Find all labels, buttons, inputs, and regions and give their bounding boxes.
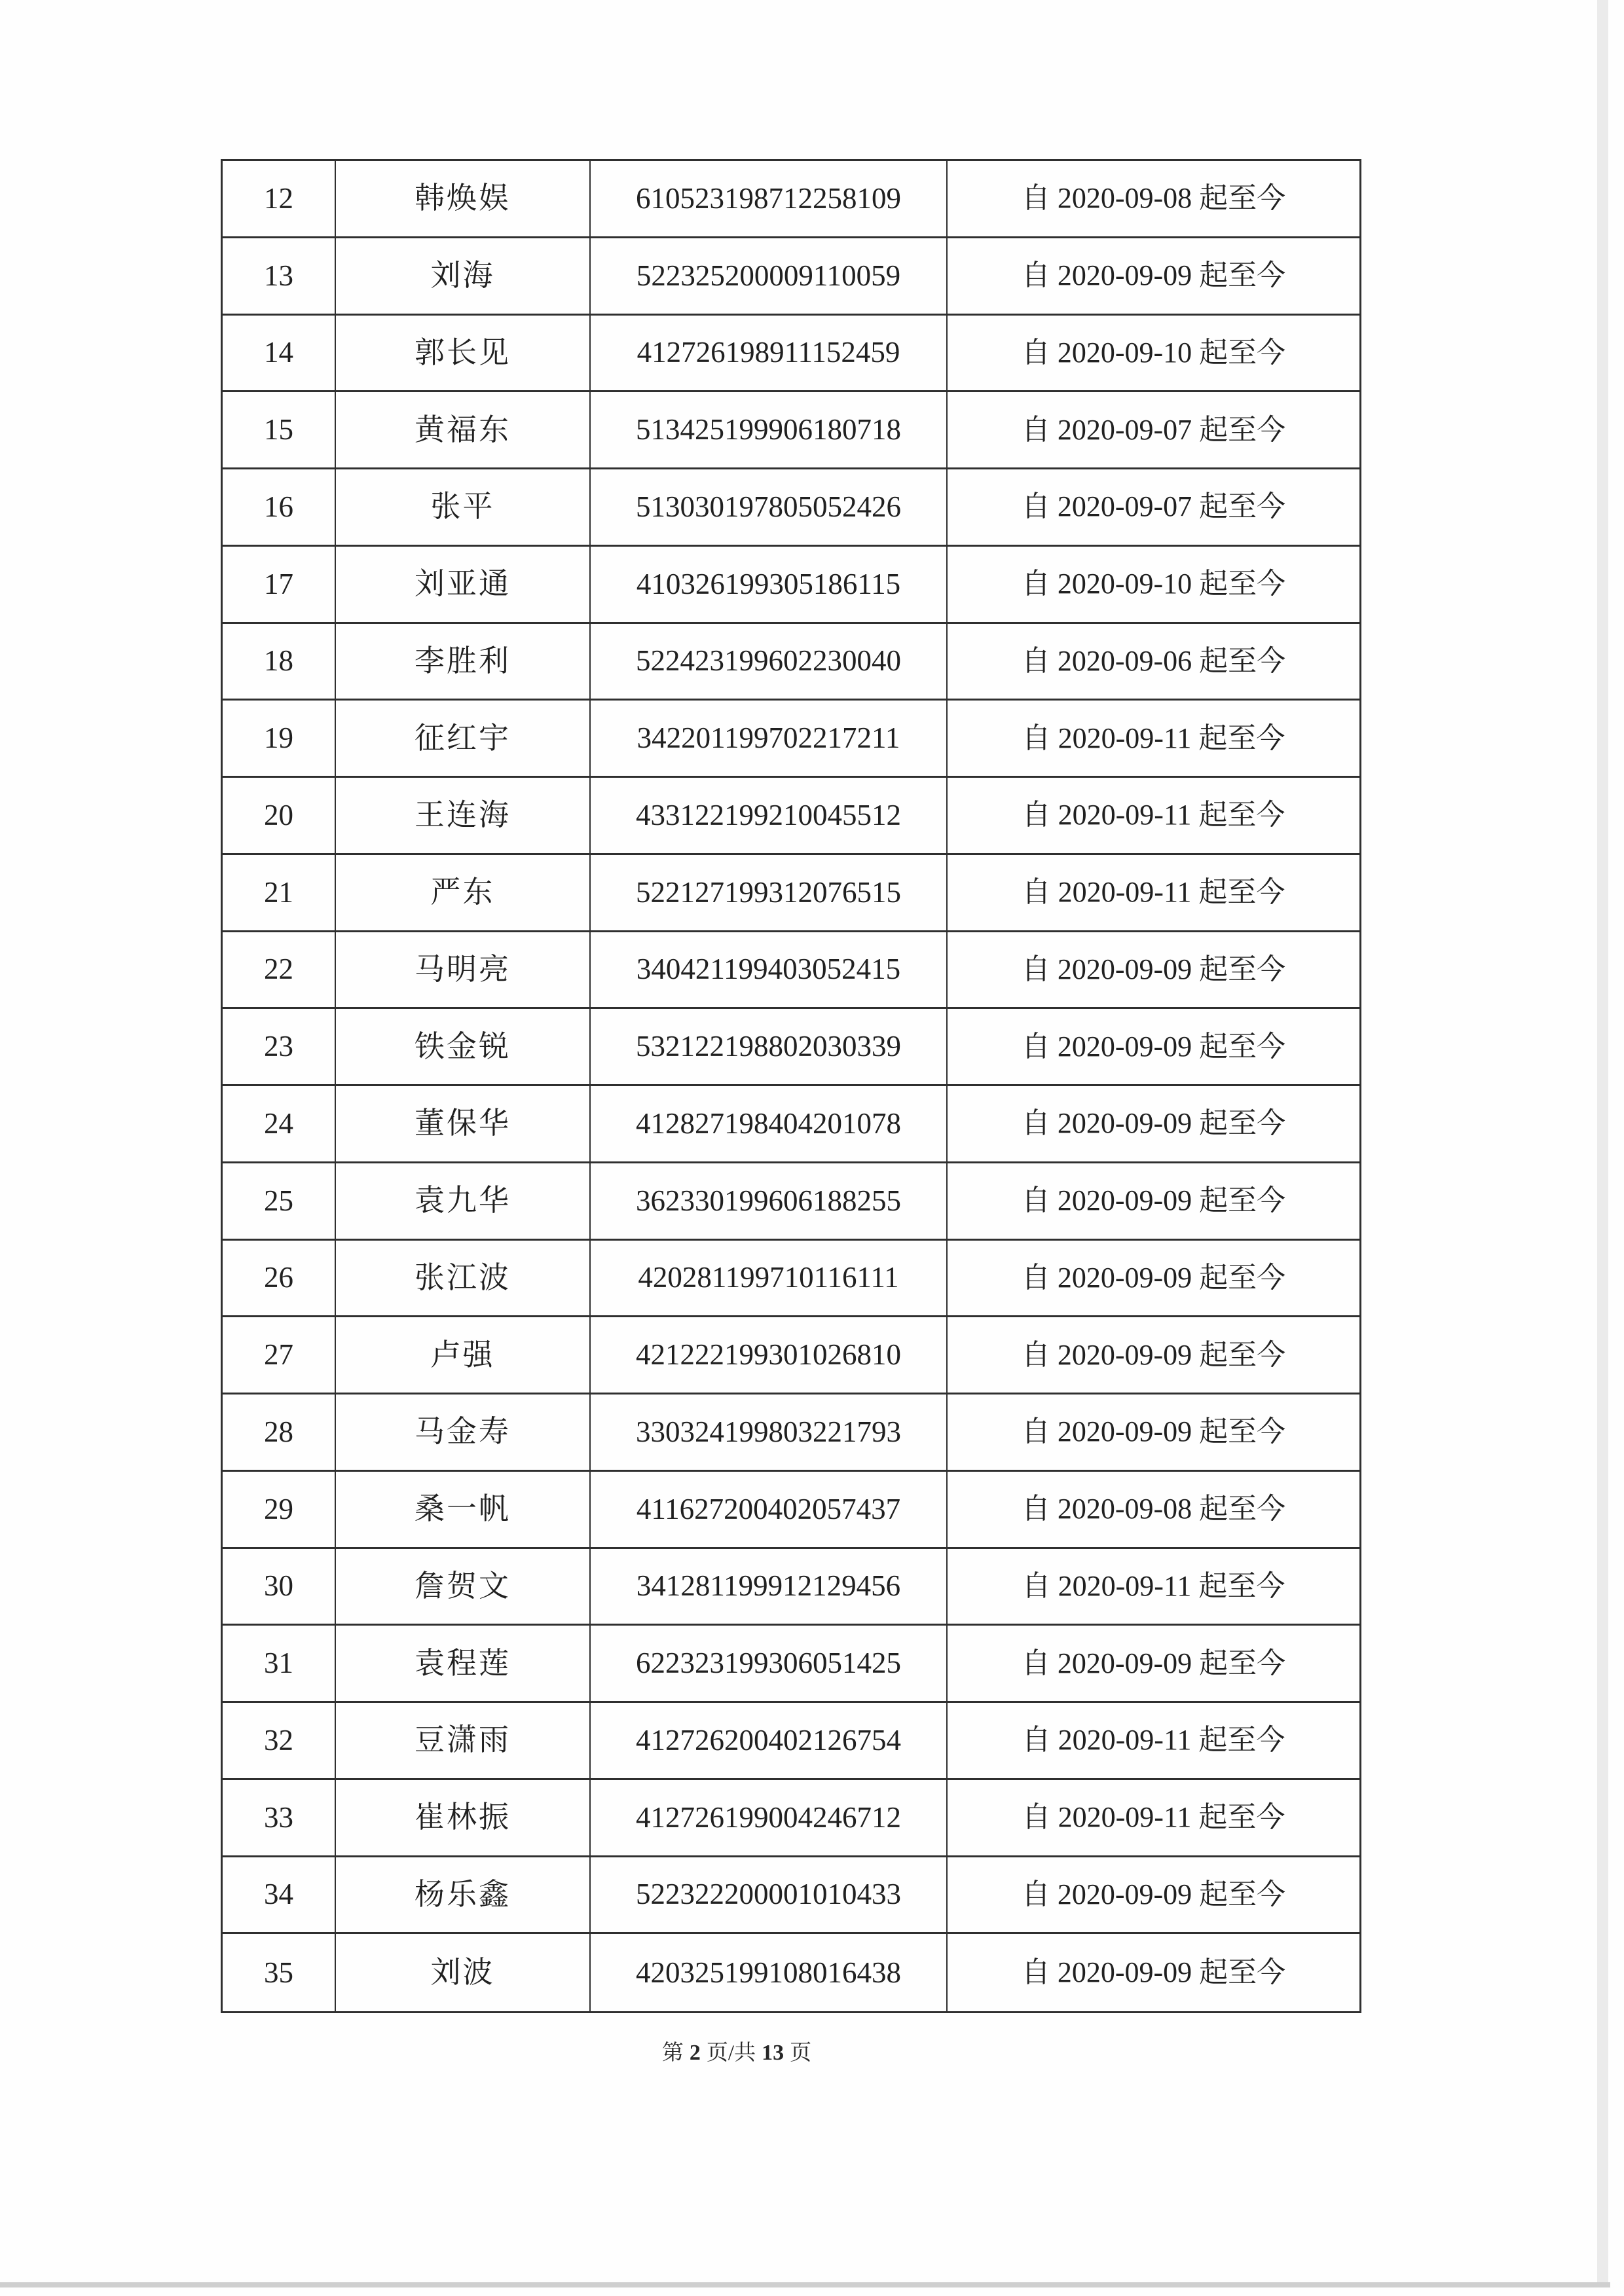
validity-period-cell: 自 2020-09-09 起至今 [1021, 1956, 1286, 1989]
table-row [223, 624, 1359, 701]
row-number-cell: 25 [223, 1163, 336, 1239]
validity-period-cell: 自 2020-09-07 起至今 [1021, 490, 1286, 523]
name-cell: 桑一帆 [336, 1472, 591, 1547]
id-number-cell: 420281199710116111 [591, 1241, 948, 1316]
row-number-cell: 30 [223, 1549, 336, 1624]
name-cell: 袁程莲 [336, 1626, 591, 1701]
table-row [223, 1934, 1359, 2011]
row-number-cell: 15 [223, 392, 336, 467]
table-row [223, 701, 1359, 778]
id-number-cell: 532122198802030339 [591, 1009, 948, 1084]
roster-table [221, 159, 1361, 2013]
id-number-cell: 412726200402126754 [591, 1703, 948, 1778]
id-number-cell: 340421199403052415 [591, 932, 948, 1008]
table-row [223, 1086, 1359, 1163]
table-row [223, 1549, 1359, 1626]
id-number-cell: 411627200402057437 [591, 1472, 948, 1547]
row-number-cell: 17 [223, 547, 336, 622]
row-number-cell: 20 [223, 778, 336, 853]
footer-prefix: 第 [661, 2041, 684, 2065]
id-number-cell: 412827198404201078 [591, 1086, 948, 1161]
name-cell: 李胜利 [336, 624, 591, 699]
validity-period-cell: 自 2020-09-09 起至今 [1021, 1415, 1286, 1448]
name-cell: 董保华 [336, 1086, 591, 1161]
validity-period-cell: 自 2020-09-08 起至今 [1021, 182, 1286, 215]
id-number-cell: 610523198712258109 [591, 161, 948, 236]
table-row [223, 1703, 1359, 1780]
id-number-cell: 341281199912129456 [591, 1549, 948, 1624]
row-number-cell: 32 [223, 1703, 336, 1778]
validity-period-cell: 自 2020-09-11 起至今 [1022, 1801, 1285, 1834]
validity-period-cell: 自 2020-09-11 起至今 [1022, 721, 1285, 754]
name-cell: 征红宇 [336, 701, 591, 776]
table-row [223, 1472, 1359, 1549]
id-number-cell: 420325199108016438 [591, 1934, 948, 2011]
name-cell: 张平 [336, 469, 591, 545]
id-number-cell: 522325200009110059 [591, 238, 948, 314]
footer-suffix: 页 [790, 2041, 812, 2065]
id-number-cell: 412726199004246712 [591, 1780, 948, 1855]
table-row [223, 316, 1359, 393]
table-row [223, 1163, 1359, 1241]
row-number-cell: 33 [223, 1780, 336, 1855]
validity-period-cell: 自 2020-09-08 起至今 [1021, 1493, 1286, 1525]
footer-page-number: 2 [689, 2041, 701, 2065]
name-cell: 铁金锐 [336, 1009, 591, 1084]
name-cell: 崔林振 [336, 1780, 591, 1855]
name-cell: 刘海 [336, 238, 591, 314]
validity-period-cell: 自 2020-09-11 起至今 [1022, 1724, 1285, 1757]
name-cell: 马金寿 [336, 1394, 591, 1470]
row-number-cell: 18 [223, 624, 336, 699]
validity-period-cell: 自 2020-09-11 起至今 [1022, 799, 1285, 831]
validity-period-cell: 自 2020-09-11 起至今 [1022, 876, 1285, 909]
row-number-cell: 31 [223, 1626, 336, 1701]
table-row [223, 392, 1359, 469]
table-row [223, 778, 1359, 855]
validity-period-cell: 自 2020-09-09 起至今 [1021, 1878, 1286, 1910]
name-cell: 韩焕娱 [336, 161, 591, 236]
id-number-cell: 513030197805052426 [591, 469, 948, 545]
table-row [223, 238, 1359, 316]
validity-period-cell: 自 2020-09-06 起至今 [1021, 644, 1286, 677]
name-cell: 豆潇雨 [336, 1703, 591, 1778]
row-number-cell: 28 [223, 1394, 336, 1470]
table-row [223, 855, 1359, 932]
name-cell: 郭长见 [336, 316, 591, 391]
row-number-cell: 34 [223, 1857, 336, 1933]
validity-period-cell: 自 2020-09-09 起至今 [1021, 1107, 1286, 1140]
table-row [223, 1009, 1359, 1086]
row-number-cell: 14 [223, 316, 336, 391]
id-number-cell: 412726198911152459 [591, 316, 948, 391]
id-number-cell: 362330199606188255 [591, 1163, 948, 1239]
row-number-cell: 23 [223, 1009, 336, 1084]
name-cell: 袁九华 [336, 1163, 591, 1239]
table-row [223, 1857, 1359, 1935]
validity-period-cell: 自 2020-09-09 起至今 [1021, 1338, 1286, 1371]
id-number-cell: 433122199210045512 [591, 778, 948, 853]
row-number-cell: 27 [223, 1317, 336, 1393]
row-number-cell: 16 [223, 469, 336, 545]
row-number-cell: 12 [223, 161, 336, 236]
id-number-cell: 342201199702217211 [591, 701, 948, 776]
name-cell: 刘波 [336, 1934, 591, 2011]
table-row [223, 932, 1359, 1010]
name-cell: 张江波 [336, 1241, 591, 1316]
validity-period-cell: 自 2020-09-09 起至今 [1021, 259, 1286, 292]
name-cell: 刘亚通 [336, 547, 591, 622]
table-row [223, 469, 1359, 547]
validity-period-cell: 自 2020-09-09 起至今 [1021, 1647, 1286, 1679]
row-number-cell: 26 [223, 1241, 336, 1316]
row-number-cell: 13 [223, 238, 336, 314]
row-number-cell: 19 [223, 701, 336, 776]
footer-total-pages: 13 [762, 2041, 784, 2065]
id-number-cell: 330324199803221793 [591, 1394, 948, 1470]
id-number-cell: 410326199305186115 [591, 547, 948, 622]
table-row [223, 1626, 1359, 1703]
name-cell: 詹贺文 [336, 1549, 591, 1624]
validity-period-cell: 自 2020-09-07 起至今 [1021, 413, 1286, 446]
name-cell: 黄福东 [336, 392, 591, 467]
name-cell: 马明亮 [336, 932, 591, 1008]
validity-period-cell: 自 2020-09-09 起至今 [1021, 953, 1286, 985]
id-number-cell: 513425199906180718 [591, 392, 948, 467]
table-row [223, 1317, 1359, 1394]
id-number-cell: 522322200001010433 [591, 1857, 948, 1933]
row-number-cell: 29 [223, 1472, 336, 1547]
row-number-cell: 22 [223, 932, 336, 1008]
id-number-cell: 622323199306051425 [591, 1626, 948, 1701]
id-number-cell: 522423199602230040 [591, 624, 948, 699]
id-number-cell: 421222199301026810 [591, 1317, 948, 1393]
table-row [223, 1241, 1359, 1318]
validity-period-cell: 自 2020-09-09 起至今 [1021, 1261, 1286, 1294]
scan-artifact-bottom-strip [0, 2282, 1610, 2287]
footer-separator: 页/共 [706, 2041, 756, 2065]
validity-period-cell: 自 2020-09-09 起至今 [1021, 1184, 1286, 1217]
row-number-cell: 24 [223, 1086, 336, 1161]
table-row [223, 547, 1359, 624]
table-row [223, 1780, 1359, 1857]
name-cell: 杨乐鑫 [336, 1857, 591, 1933]
page-footer [655, 2040, 819, 2066]
id-number-cell: 522127199312076515 [591, 855, 948, 930]
scan-artifact-right-strip [1597, 0, 1608, 2286]
name-cell: 王连海 [336, 778, 591, 853]
row-number-cell: 35 [223, 1934, 336, 2011]
validity-period-cell: 自 2020-09-09 起至今 [1021, 1030, 1286, 1063]
name-cell: 严东 [336, 855, 591, 930]
row-number-cell: 21 [223, 855, 336, 930]
table-row [223, 1394, 1359, 1472]
validity-period-cell: 自 2020-09-11 起至今 [1022, 1569, 1285, 1602]
name-cell: 卢强 [336, 1317, 591, 1393]
validity-period-cell: 自 2020-09-10 起至今 [1021, 568, 1286, 600]
table-row [223, 161, 1359, 238]
validity-period-cell: 自 2020-09-10 起至今 [1021, 336, 1286, 369]
